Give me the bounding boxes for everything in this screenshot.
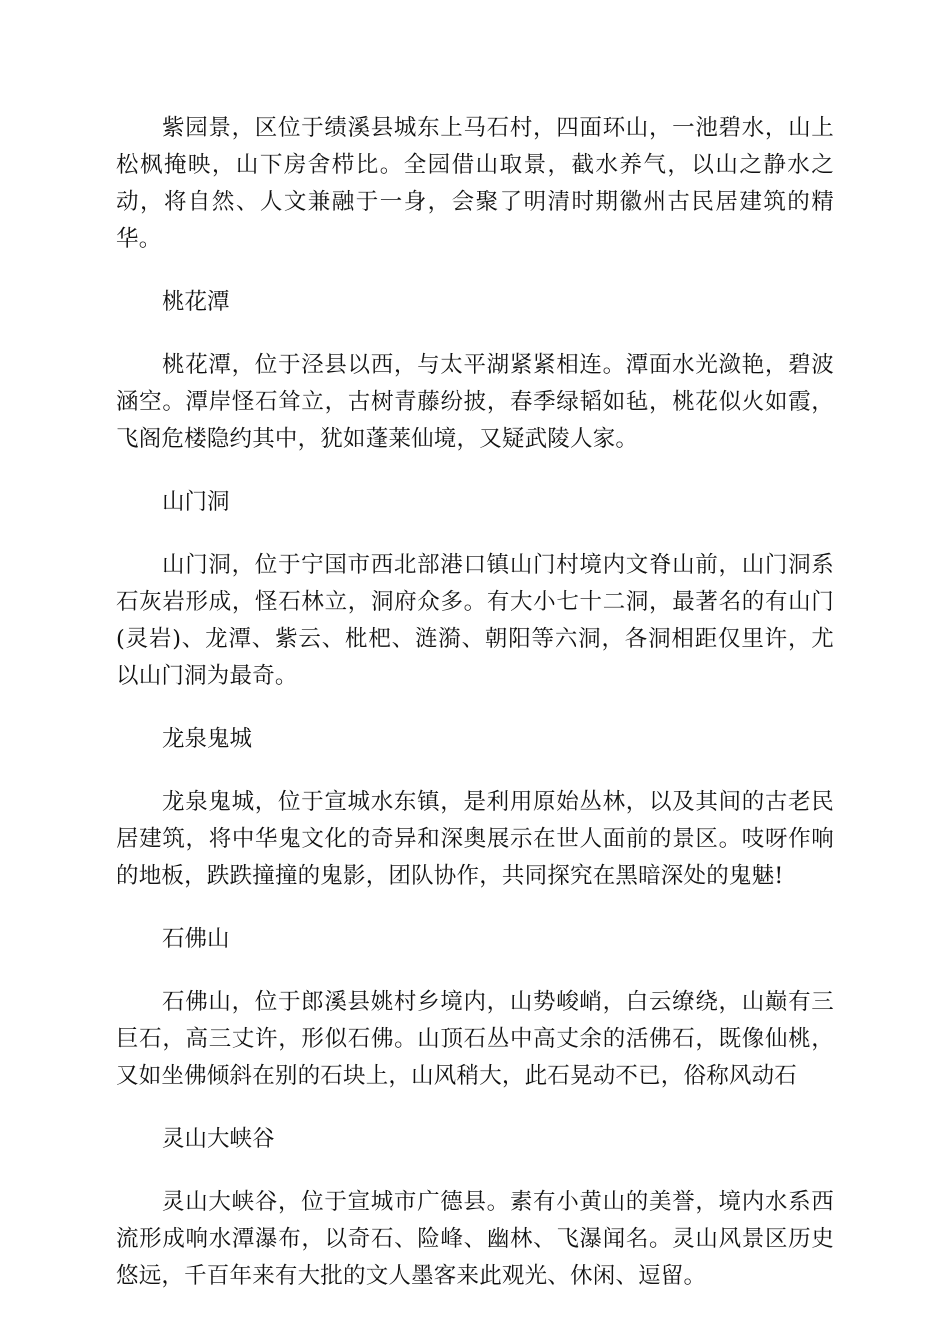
section-heading-shifoshan: 石佛山 [162,926,230,952]
section-body-lingshan-daxiagu: 灵山大峡谷，位于宣城市广德县。素有小黄山的美誉，境内水系西流形成响水潭瀑布，以奇石、险峰、幽林、飞瀑闻名。灵山风景区历史悠远，千百年来有大批的文人墨客来此观光、休闲、逗留。 [116,1189,834,1289]
section-heading-shanmendong: 山门洞 [162,489,230,515]
section-body-longquan-guicheng: 龙泉鬼城，位于宣城水东镇，是利用原始丛林，以及其间的古老民居建筑，将中华鬼文化的奇异和深奥展示在世人面前的景区。吱呀作响的地板，跌跌撞撞的鬼影，团队协作，共同探究在黑暗深处的鬼魅! [116,789,834,889]
section-body-shifoshan: 石佛山，位于郎溪县姚村乡境内，山势峻峭，白云缭绕，山巅有三巨石，高三丈许，形似石佛。山顶石丛中高丈余的活佛石，既像仙桃，又如坐佛倾斜在别的石块上，山风稍大，此石晃动不已，俗称风动石 [116,989,834,1089]
section-heading-longquan-guicheng: 龙泉鬼城 [162,726,253,752]
document-page [116,110,834,1295]
section-heading-taohuatan: 桃花潭 [162,289,230,315]
section-body-shanmendong: 山门洞，位于宁国市西北部港口镇山门村境内文脊山前，山门洞系石灰岩形成，怪石林立，洞府众多。有大小七十二洞，最著名的有山门(灵岩)、龙潭、紫云、枇杷、涟漪、朝阳等六洞，各洞相距仅里许，尤以山门洞为最奇。 [116,552,834,689]
section-heading-lingshan-daxiagu: 灵山大峡谷 [162,1126,275,1152]
section-body-taohuatan: 桃花潭，位于泾县以西，与太平湖紧紧相连。潭面水光潋艳，碧波涵空。潭岸怪石耸立，古树青藤纷披，春季绿韬如毡，桃花似火如霞，飞阁危楼隐约其中，犹如蓬莱仙境，又疑武陵人家。 [116,352,834,452]
intro-paragraph: 紫园景，区位于绩溪县城东上马石村，四面环山，一池碧水，山上松枫掩映，山下房舍栉比。全园借山取景，截水养气，以山之静水之动，将自然、人文兼融于一身，会聚了明清时期徽州古民居建筑的精华。 [116,115,834,252]
